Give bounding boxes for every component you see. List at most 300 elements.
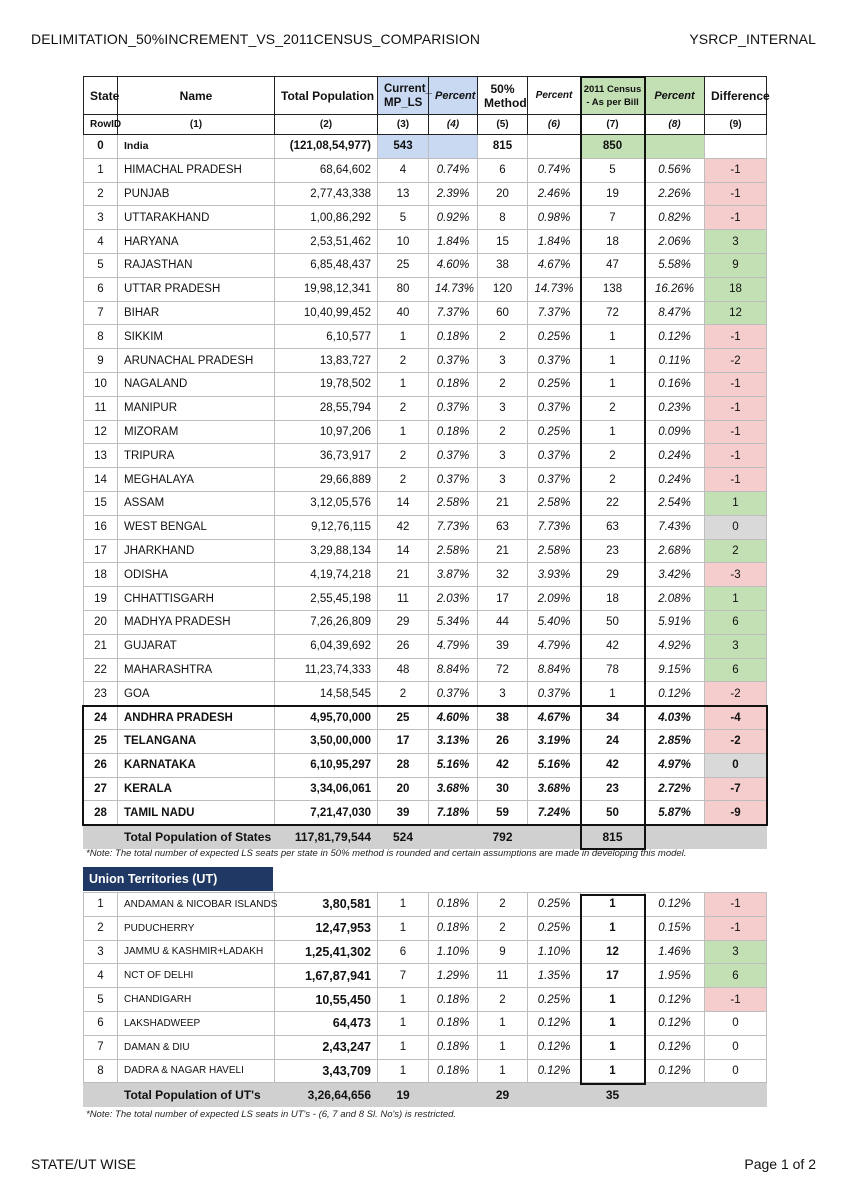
row-difference: -1 (705, 916, 767, 940)
row-population: 19,98,12,341 (275, 277, 378, 301)
row-difference: 6 (705, 964, 767, 988)
total-census: 35 (581, 1083, 645, 1107)
row-name: GOA (118, 682, 275, 706)
total-population: 117,81,79,544 (275, 825, 378, 849)
row-current-mp: 1 (378, 420, 429, 444)
row-percent-fifty: 3.19% (528, 729, 581, 753)
row-percent-fifty: 14.73% (528, 277, 581, 301)
row-name: RAJASTHAN (118, 253, 275, 277)
row-percent-fifty: 0.12% (528, 1035, 581, 1059)
row-id: 15 (84, 491, 118, 515)
row-id: 4 (84, 230, 118, 254)
row-population: 13,83,727 (275, 349, 378, 373)
row-census: 1 (581, 916, 645, 940)
total-census: 815 (581, 825, 645, 849)
row-fifty-method: 3 (478, 468, 528, 492)
row-census: 29 (581, 563, 645, 587)
india-row (84, 135, 767, 159)
row-population: 6,10,95,297 (275, 753, 378, 777)
row-percent-current: 3.87% (429, 563, 478, 587)
row-population: 7,26,26,809 (275, 610, 378, 634)
row-fifty-method: 2 (478, 325, 528, 349)
row-percent-current: 2.03% (429, 587, 478, 611)
row-census: 24 (581, 729, 645, 753)
row-percent-current: 0.18% (429, 916, 478, 940)
row-fifty-method: 20 (478, 182, 528, 206)
row-percent-fifty: 3.68% (528, 777, 581, 801)
row-id: 10 (84, 372, 118, 396)
row-population: 4,95,70,000 (275, 706, 378, 730)
row-percent-fifty: 0.98% (528, 206, 581, 230)
row-percent-census: 9.15% (645, 658, 705, 682)
row-percent-current: 3.68% (429, 777, 478, 801)
row-name: ODISHA (118, 563, 275, 587)
row-population: 12,47,953 (275, 916, 378, 940)
row-current-mp: 39 (378, 801, 429, 825)
row-id: 1 (84, 893, 118, 917)
row-fifty-method: 9 (478, 940, 528, 964)
row-current-mp: 1 (378, 325, 429, 349)
row-fifty-method: 2 (478, 893, 528, 917)
row-difference: -2 (705, 682, 767, 706)
row-percent-census: 0.56% (645, 158, 705, 182)
state-row (84, 682, 767, 706)
row-percent-fifty: 0.74% (528, 158, 581, 182)
row-census: 1 (581, 372, 645, 396)
row-id: 13 (84, 444, 118, 468)
row-population: (121,08,54,977) (275, 135, 378, 159)
row-difference: -1 (705, 372, 767, 396)
footer-page-number: Page 1 of 2 (744, 1156, 816, 1172)
row-percent-fifty: 0.37% (528, 468, 581, 492)
row-id: 23 (84, 682, 118, 706)
row-percent-current: 0.37% (429, 682, 478, 706)
row-percent-current: 0.18% (429, 325, 478, 349)
row-difference: 1 (705, 587, 767, 611)
col-id-rowid: RowID (84, 115, 118, 135)
row-population: 2,53,51,462 (275, 230, 378, 254)
total-spacer (705, 825, 767, 849)
state-row (84, 587, 767, 611)
ut-note: *Note: The total number of expected LS seats in UT's - (6, 7 and 8 Sl. No's) is restricted. (86, 1109, 457, 1120)
col-id-9: (9) (705, 115, 767, 135)
col-header-percent-fifty: Percent (528, 77, 581, 115)
row-census: 50 (581, 610, 645, 634)
total-fifty-method: 29 (478, 1083, 528, 1107)
row-percent-fifty: 0.25% (528, 988, 581, 1012)
row-fifty-method: 26 (478, 729, 528, 753)
row-percent-census: 4.03% (645, 706, 705, 730)
row-name: MADHYA PRADESH (118, 610, 275, 634)
ut-section-title: Union Territories (UT) (83, 867, 273, 891)
row-difference: -1 (705, 468, 767, 492)
row-percent-current: 0.37% (429, 349, 478, 373)
state-row (84, 777, 767, 801)
row-population: 68,64,602 (275, 158, 378, 182)
row-fifty-method: 2 (478, 988, 528, 1012)
row-percent-census: 2.68% (645, 539, 705, 563)
row-percent-current: 0.18% (429, 1059, 478, 1083)
row-census: 1 (581, 420, 645, 444)
row-census: 138 (581, 277, 645, 301)
row-fifty-method: 21 (478, 491, 528, 515)
row-percent-census: 0.12% (645, 682, 705, 706)
row-percent-current: 3.13% (429, 729, 478, 753)
col-header-current-mp: Current_ MP_LS (378, 77, 429, 115)
row-current-mp: 4 (378, 158, 429, 182)
row-fifty-method: 3 (478, 396, 528, 420)
col-id-4: (4) (429, 115, 478, 135)
row-name: ANDHRA PRADESH (118, 706, 275, 730)
row-percent-fifty: 4.79% (528, 634, 581, 658)
row-census: 5 (581, 158, 645, 182)
row-current-mp: 13 (378, 182, 429, 206)
state-row (84, 610, 767, 634)
row-id: 25 (84, 729, 118, 753)
row-name: MANIPUR (118, 396, 275, 420)
row-percent-fifty: 0.37% (528, 396, 581, 420)
ut-row (84, 893, 767, 917)
row-current-mp: 2 (378, 682, 429, 706)
row-census: 1 (581, 1011, 645, 1035)
row-fifty-method: 2 (478, 420, 528, 444)
row-name: DADRA & NAGAR HAVELI (118, 1059, 275, 1083)
ut-row (84, 1035, 767, 1059)
row-current-mp: 25 (378, 253, 429, 277)
row-difference: -1 (705, 444, 767, 468)
row-percent-fifty: 0.37% (528, 349, 581, 373)
row-id: 6 (84, 277, 118, 301)
row-census: 23 (581, 539, 645, 563)
row-id: 12 (84, 420, 118, 444)
total-spacer (429, 825, 478, 849)
row-fifty-method: 8 (478, 206, 528, 230)
row-name: WEST BENGAL (118, 515, 275, 539)
state-row (84, 729, 767, 753)
state-row (84, 634, 767, 658)
row-percent-current: 0.74% (429, 158, 478, 182)
row-census: 63 (581, 515, 645, 539)
state-row (84, 420, 767, 444)
total-spacer (528, 825, 581, 849)
row-percent-fifty: 0.12% (528, 1059, 581, 1083)
row-census: 1 (581, 325, 645, 349)
row-population: 3,29,88,134 (275, 539, 378, 563)
state-row (84, 706, 767, 730)
col-id-8: (8) (645, 115, 705, 135)
row-fifty-method: 60 (478, 301, 528, 325)
row-percent-current: 0.18% (429, 1035, 478, 1059)
row-difference: -1 (705, 325, 767, 349)
row-percent-fifty: 1.84% (528, 230, 581, 254)
row-percent-current: 1.10% (429, 940, 478, 964)
row-current-mp: 1 (378, 916, 429, 940)
row-id: 3 (84, 940, 118, 964)
row-percent-census (645, 135, 705, 159)
row-difference: -9 (705, 801, 767, 825)
state-row (84, 491, 767, 515)
row-fifty-method: 15 (478, 230, 528, 254)
state-row (84, 230, 767, 254)
row-current-mp: 14 (378, 491, 429, 515)
row-id: 28 (84, 801, 118, 825)
row-percent-fifty: 2.58% (528, 539, 581, 563)
row-population: 3,34,06,061 (275, 777, 378, 801)
row-fifty-method: 17 (478, 587, 528, 611)
row-name: KARNATAKA (118, 753, 275, 777)
row-percent-census: 2.06% (645, 230, 705, 254)
row-current-mp: 2 (378, 396, 429, 420)
row-current-mp: 10 (378, 230, 429, 254)
row-percent-current: 0.18% (429, 988, 478, 1012)
row-census: 1 (581, 682, 645, 706)
row-population: 28,55,794 (275, 396, 378, 420)
row-percent-census: 0.12% (645, 325, 705, 349)
row-current-mp: 26 (378, 634, 429, 658)
row-census: 1 (581, 1035, 645, 1059)
row-percent-fifty: 4.67% (528, 706, 581, 730)
state-row (84, 515, 767, 539)
row-id: 26 (84, 753, 118, 777)
row-percent-census: 2.08% (645, 587, 705, 611)
row-percent-fifty: 0.25% (528, 325, 581, 349)
total-population: 3,26,64,656 (275, 1083, 378, 1107)
row-census: 18 (581, 587, 645, 611)
row-percent-census: 0.12% (645, 893, 705, 917)
row-name: LAKSHADWEEP (118, 1011, 275, 1035)
row-current-mp: 40 (378, 301, 429, 325)
row-current-mp: 2 (378, 444, 429, 468)
row-id: 6 (84, 1011, 118, 1035)
total-spacer (645, 1083, 705, 1107)
row-fifty-method: 3 (478, 682, 528, 706)
col-header-state: State (84, 77, 118, 115)
row-name: NAGALAND (118, 372, 275, 396)
row-percent-current: 8.84% (429, 658, 478, 682)
row-percent-current: 4.60% (429, 253, 478, 277)
row-id: 1 (84, 158, 118, 182)
row-percent-current: 5.34% (429, 610, 478, 634)
row-population: 36,73,917 (275, 444, 378, 468)
row-difference: -1 (705, 206, 767, 230)
row-census: 17 (581, 964, 645, 988)
row-fifty-method: 815 (478, 135, 528, 159)
row-population: 14,58,545 (275, 682, 378, 706)
row-name: PUDUCHERRY (118, 916, 275, 940)
row-census: 2 (581, 396, 645, 420)
row-percent-census: 0.15% (645, 916, 705, 940)
state-row (84, 444, 767, 468)
row-id: 11 (84, 396, 118, 420)
col-id-1: (1) (118, 115, 275, 135)
row-name: HARYANA (118, 230, 275, 254)
state-row (84, 325, 767, 349)
row-percent-fifty: 1.35% (528, 964, 581, 988)
row-difference: 6 (705, 658, 767, 682)
row-difference: 6 (705, 610, 767, 634)
state-row (84, 349, 767, 373)
row-current-mp: 2 (378, 349, 429, 373)
footer-scope: STATE/UT WISE (31, 1156, 137, 1172)
row-census: 1 (581, 349, 645, 373)
row-percent-current: 0.37% (429, 396, 478, 420)
row-percent-census: 0.12% (645, 1059, 705, 1083)
row-name: CHANDIGARH (118, 988, 275, 1012)
row-current-mp: 48 (378, 658, 429, 682)
row-percent-current: 1.29% (429, 964, 478, 988)
state-row (84, 277, 767, 301)
row-population: 3,50,00,000 (275, 729, 378, 753)
state-row (84, 158, 767, 182)
row-percent-fifty: 4.67% (528, 253, 581, 277)
row-census: 18 (581, 230, 645, 254)
row-name: India (118, 135, 275, 159)
row-percent-fifty: 3.93% (528, 563, 581, 587)
row-percent-census: 5.87% (645, 801, 705, 825)
row-percent-current: 0.18% (429, 372, 478, 396)
ut-row (84, 988, 767, 1012)
row-census: 7 (581, 206, 645, 230)
row-name: ARUNACHAL PRADESH (118, 349, 275, 373)
row-name: GUJARAT (118, 634, 275, 658)
row-difference: -1 (705, 420, 767, 444)
total-spacer (705, 1083, 767, 1107)
row-fifty-method: 1 (478, 1035, 528, 1059)
row-percent-census: 0.12% (645, 1011, 705, 1035)
row-name: KERALA (118, 777, 275, 801)
col-header-percent-census: Percent (645, 77, 705, 115)
col-id-7: (7) (581, 115, 645, 135)
row-difference: 3 (705, 634, 767, 658)
row-fifty-method: 44 (478, 610, 528, 634)
row-percent-census: 5.91% (645, 610, 705, 634)
row-percent-fifty: 0.25% (528, 893, 581, 917)
row-percent-current: 0.92% (429, 206, 478, 230)
row-population: 6,85,48,437 (275, 253, 378, 277)
row-difference: 0 (705, 1035, 767, 1059)
row-percent-current: 4.79% (429, 634, 478, 658)
row-difference: -4 (705, 706, 767, 730)
col-header-percent-current: Percent (429, 77, 478, 115)
row-percent-current: 0.37% (429, 468, 478, 492)
row-id: 5 (84, 988, 118, 1012)
row-percent-current (429, 135, 478, 159)
row-difference: -1 (705, 396, 767, 420)
col-id-5: (5) (478, 115, 528, 135)
row-fifty-method: 38 (478, 706, 528, 730)
row-difference: 3 (705, 940, 767, 964)
row-census: 42 (581, 753, 645, 777)
row-current-mp: 29 (378, 610, 429, 634)
col-header-fifty-method: 50% Method (478, 77, 528, 115)
row-percent-fifty: 7.24% (528, 801, 581, 825)
row-percent-fifty: 5.40% (528, 610, 581, 634)
row-difference: 0 (705, 753, 767, 777)
row-name: TELANGANA (118, 729, 275, 753)
row-current-mp: 2 (378, 468, 429, 492)
row-percent-fifty: 0.37% (528, 682, 581, 706)
row-percent-current: 7.37% (429, 301, 478, 325)
row-population: 10,97,206 (275, 420, 378, 444)
row-id: 16 (84, 515, 118, 539)
row-population: 1,67,87,941 (275, 964, 378, 988)
row-percent-census: 0.23% (645, 396, 705, 420)
row-current-mp: 1 (378, 893, 429, 917)
row-percent-fifty: 0.37% (528, 444, 581, 468)
row-fifty-method: 32 (478, 563, 528, 587)
row-name: ASSAM (118, 491, 275, 515)
state-row (84, 563, 767, 587)
row-percent-current: 1.84% (429, 230, 478, 254)
row-percent-fifty: 1.10% (528, 940, 581, 964)
col-id-2: (2) (275, 115, 378, 135)
row-fifty-method: 2 (478, 372, 528, 396)
row-id: 14 (84, 468, 118, 492)
row-percent-census: 0.16% (645, 372, 705, 396)
row-difference: 2 (705, 539, 767, 563)
row-name: MIZORAM (118, 420, 275, 444)
row-id: 8 (84, 1059, 118, 1083)
row-percent-census: 1.95% (645, 964, 705, 988)
ut-total-row (84, 1083, 767, 1107)
row-current-mp: 1 (378, 1035, 429, 1059)
row-difference: -2 (705, 729, 767, 753)
row-fifty-method: 21 (478, 539, 528, 563)
row-id: 5 (84, 253, 118, 277)
row-population: 6,04,39,692 (275, 634, 378, 658)
row-current-mp: 80 (378, 277, 429, 301)
row-id: 17 (84, 539, 118, 563)
row-percent-current: 0.18% (429, 1011, 478, 1035)
row-percent-current: 7.73% (429, 515, 478, 539)
row-current-mp: 14 (378, 539, 429, 563)
row-id: 8 (84, 325, 118, 349)
row-census: 12 (581, 940, 645, 964)
row-census: 1 (581, 1059, 645, 1083)
row-difference: -3 (705, 563, 767, 587)
row-current-mp: 5 (378, 206, 429, 230)
col-id-6: (6) (528, 115, 581, 135)
row-id: 4 (84, 964, 118, 988)
row-difference: -1 (705, 988, 767, 1012)
row-census: 1 (581, 988, 645, 1012)
row-percent-current: 2.39% (429, 182, 478, 206)
row-name: MEGHALAYA (118, 468, 275, 492)
row-percent-fifty: 2.58% (528, 491, 581, 515)
ut-row (84, 940, 767, 964)
ut-row (84, 916, 767, 940)
row-difference: 3 (705, 230, 767, 254)
row-percent-fifty: 0.25% (528, 916, 581, 940)
total-spacer (528, 1083, 581, 1107)
row-name: SIKKIM (118, 325, 275, 349)
state-row (84, 468, 767, 492)
states-note: *Note: The total number of expected LS seats per state in 50% method is rounded and certain assumptions are made in developing this model. (86, 848, 687, 859)
row-fifty-method: 39 (478, 634, 528, 658)
row-census: 72 (581, 301, 645, 325)
row-name: HIMACHAL PRADESH (118, 158, 275, 182)
row-census: 2 (581, 444, 645, 468)
row-fifty-method: 3 (478, 444, 528, 468)
row-census: 47 (581, 253, 645, 277)
row-population: 2,55,45,198 (275, 587, 378, 611)
row-id: 7 (84, 301, 118, 325)
row-census: 42 (581, 634, 645, 658)
row-current-mp: 1 (378, 1059, 429, 1083)
total-spacer (429, 1083, 478, 1107)
state-row (84, 801, 767, 825)
row-percent-census: 4.97% (645, 753, 705, 777)
